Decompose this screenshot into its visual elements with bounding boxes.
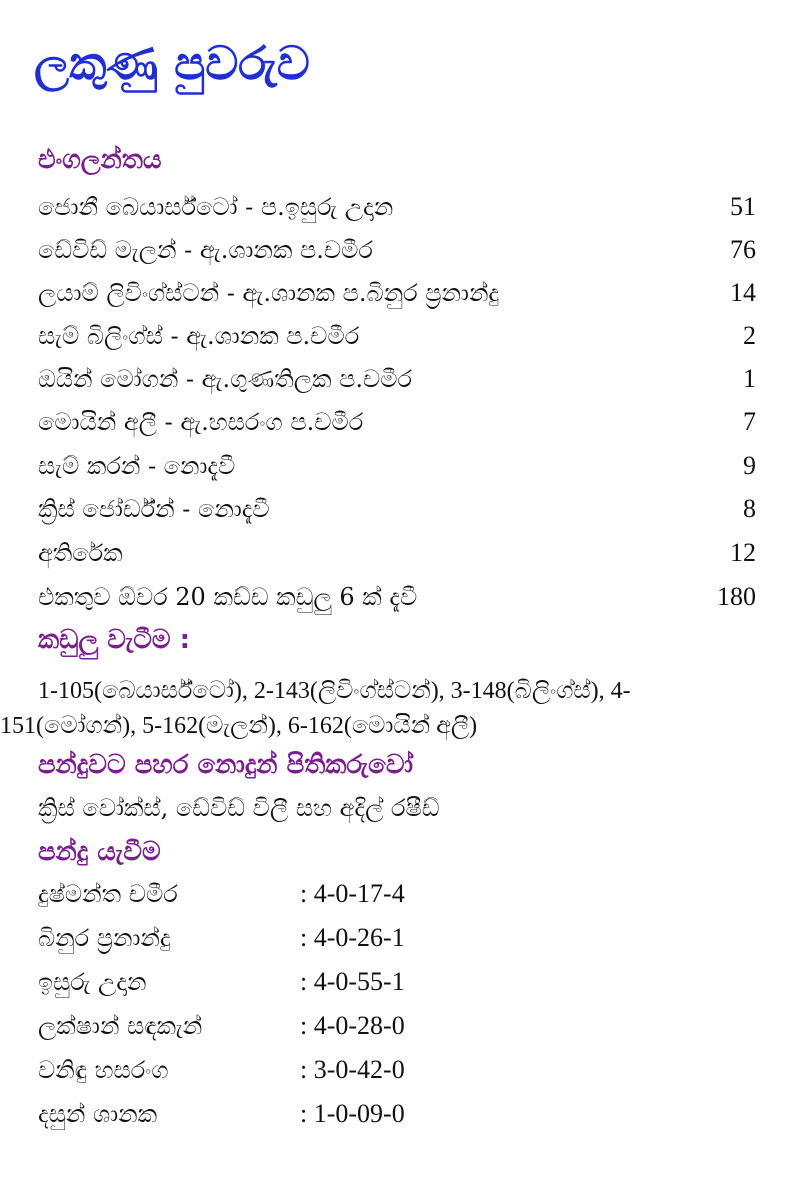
bowler-name: දසුන් ශානක [38, 1100, 158, 1128]
batting-row-value: 51 [730, 192, 756, 221]
batting-row-value: 76 [730, 235, 756, 264]
bowling-row [38, 964, 405, 1000]
total-value: 180 [717, 582, 756, 611]
bowling-row [38, 1052, 405, 1088]
bowler-name: බිනුර ප්‍රනාන්දු [38, 924, 171, 952]
bowling-row [38, 1096, 405, 1132]
batting-row-text: මොයින් අලී - ඇ.හසරංග ප.චමීර [38, 408, 364, 436]
bowling-heading: පන්දු යැවීම [38, 837, 161, 867]
bowler-name: දුෂ්මන්ත චමීර [38, 880, 178, 908]
batting-row-value: 9 [743, 451, 756, 480]
batting-row-text: ක්‍රිස් ජෝර්ඩ්න් - නොදැවී [38, 495, 270, 523]
did-not-bat-text: ක්‍රිස් වෝක්ස්, ඩේවිඩ් විලී සහ අදිල් රෂීඩ් [38, 794, 440, 822]
fall-of-wickets-text: 1-105(බෙයාර්ස්ටෝ), 2-143(ලිවිංග්ස්ටන්), 3-148(බිලිංග්ස්), 4-151(මෝගන්), 5-162(මැලන්), 6-162(මොයින් අලී) [0, 678, 631, 739]
bowler-figures: : 4-0-28-0 [300, 1011, 405, 1040]
extras-value: 12 [730, 538, 756, 567]
extras-row [38, 535, 756, 571]
bowler-name: ලක්ෂාන් සඳකැන් [38, 1012, 203, 1040]
batting-row [38, 404, 756, 440]
batting-row [38, 361, 756, 397]
bowler-figures: : 4-0-17-4 [300, 879, 405, 908]
bowler-name: ඉසුරු උදාන [38, 968, 147, 996]
did-not-bat-heading: පන්දුවට පහර නොදුන් පිතිකරුවෝ [38, 750, 414, 780]
bowler-name: වනිඳු හසරංග [38, 1056, 169, 1084]
bowling-row [38, 920, 405, 956]
batting-row-text: ජොනී බෙයාර්ස්ටෝ - ප.ඉසුරු උදාන [38, 193, 394, 221]
batting-row [38, 491, 756, 527]
total-row [38, 579, 756, 615]
batting-row [38, 189, 756, 225]
batting-row [38, 232, 756, 268]
batting-row [38, 318, 756, 354]
batting-row-value: 14 [730, 278, 756, 307]
batting-row-text: සැම් බිලිංග්ස් - ඇ.ශානක ප.චමීර [38, 322, 360, 350]
batting-row-value: 2 [743, 321, 756, 350]
batting-row-value: 1 [743, 364, 756, 393]
batting-row-value: 8 [743, 494, 756, 523]
bowler-figures: : 3-0-42-0 [300, 1055, 405, 1084]
total-label: එකතුව ඕවර 20 කඩ්ඩ කඩුලු 6 ක් දැවී [38, 583, 418, 611]
fall-of-wickets-heading: කඩුලු වැටීම : [38, 625, 191, 655]
batting-row [38, 448, 756, 484]
batting-row-text: ඔයින් මෝගන් - ඇ.ගුණතිලක ප.චමීර [38, 365, 413, 393]
bowler-figures: : 4-0-26-1 [300, 923, 405, 952]
extras-label: අතිරේක [38, 539, 123, 567]
bowling-row [38, 876, 405, 912]
batting-row-value: 7 [743, 407, 756, 436]
bowler-figures: : 4-0-55-1 [300, 967, 405, 996]
page-title: ලකුණු පුවරුව [34, 36, 310, 90]
bowling-row [38, 1008, 405, 1044]
batting-row-text: ලයාම් ලිවිංග්ස්ටන් - ඇ.ශානක ප.බිනුර ප්‍රනාන්දු [38, 279, 500, 307]
batting-row-text: ඩේවිඩ් මැලන් - ඇ.ශානක ප.චමීර [38, 236, 373, 264]
batting-heading: එංගලන්තය [38, 145, 162, 175]
bowler-figures: : 1-0-09-0 [300, 1099, 405, 1128]
batting-row [38, 275, 756, 311]
batting-row-text: සැම් කරන් - නොදැවී [38, 452, 236, 480]
